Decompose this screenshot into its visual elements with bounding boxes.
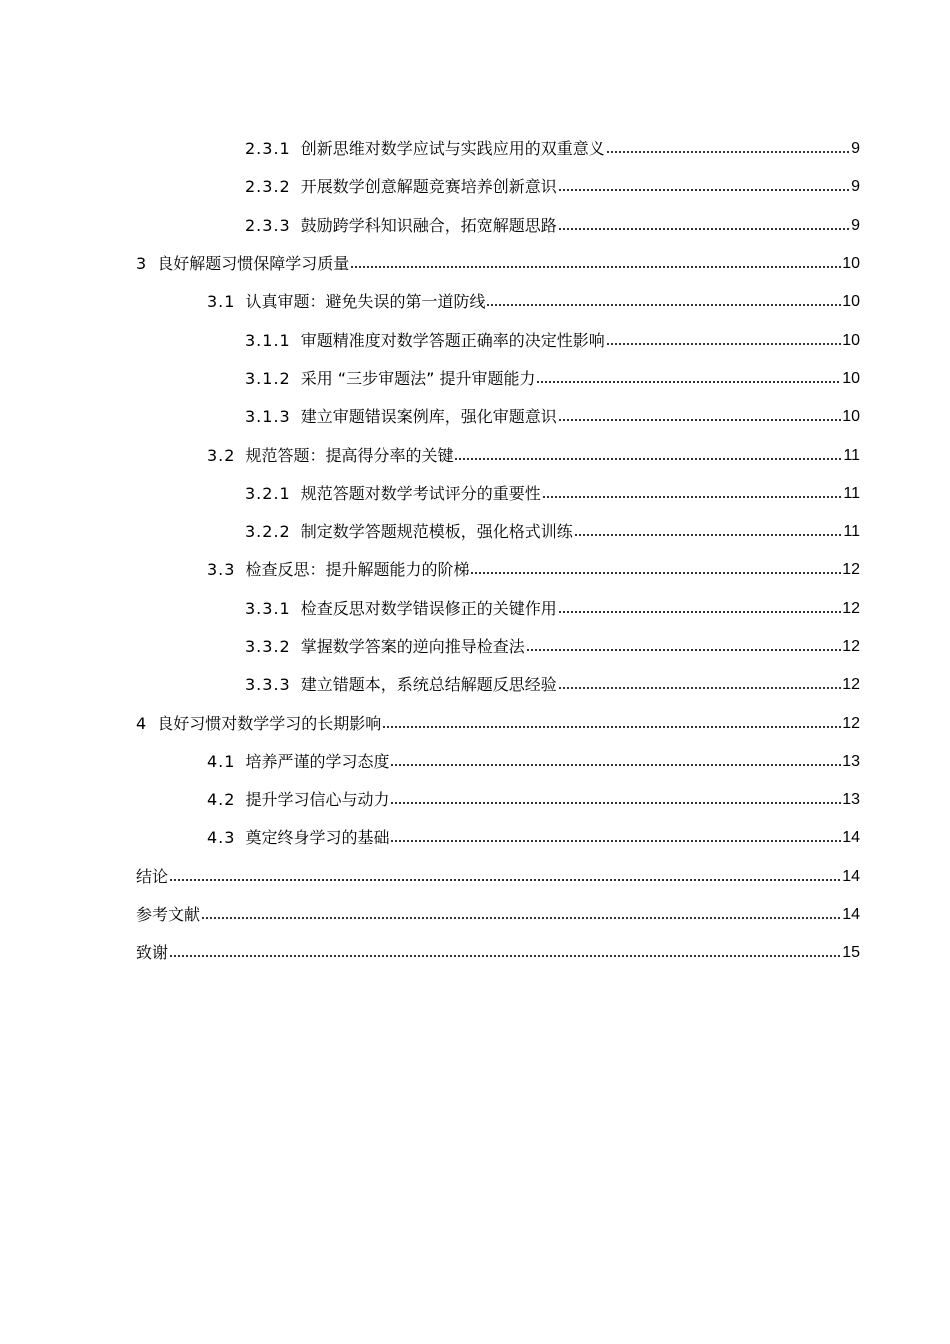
toc-entry-page: 9 — [851, 178, 860, 196]
toc-entry-page: 10 — [842, 331, 860, 349]
toc-entry-page: 10 — [842, 408, 860, 426]
toc-entry[interactable] — [0, 207, 950, 245]
toc-entry-title: 创新思维对数学应试与实践应用的双重意义 — [300, 139, 605, 159]
toc-entry-page: 13 — [842, 752, 860, 770]
toc-entry-page: 10 — [842, 369, 860, 387]
dot-leader — [606, 139, 850, 159]
toc-entry-title: 掌握数学答案的逆向推导检查法 — [300, 637, 525, 656]
toc-entry[interactable] — [0, 130, 950, 168]
toc-entry-page: 12 — [842, 676, 860, 694]
toc-entry-number: 2.3.2 — [245, 177, 291, 197]
toc-entry[interactable] — [0, 398, 950, 436]
toc-entry-title: 采用 “三步审题法” 提升审题能力 — [300, 368, 536, 388]
toc-entry[interactable] — [0, 590, 950, 628]
dot-leader — [454, 446, 842, 466]
dot-leader — [470, 560, 841, 580]
toc-entry[interactable] — [0, 781, 950, 819]
dot-leader — [574, 522, 843, 542]
toc-entry-number: 3.2.2 — [245, 522, 291, 542]
toc-entry[interactable] — [0, 321, 950, 359]
toc-entry-number: 3.1.2 — [245, 368, 291, 388]
toc-entry-page: 14 — [842, 906, 860, 924]
toc-entry-number: 2.3.3 — [245, 215, 291, 235]
toc-entry-page: 11 — [843, 446, 860, 464]
toc-entry-title: 建立错题本，系统总结解题反思经验 — [300, 675, 557, 695]
toc-entry-title: 审题精准度对数学答题正确率的决定性影响 — [300, 330, 605, 350]
toc-entry-title: 认真审题：避免失误的第一道防线 — [245, 292, 486, 312]
toc-entry-number: 3.3.2 — [245, 637, 291, 656]
dot-leader — [390, 828, 841, 848]
toc-entry-page: 11 — [843, 484, 860, 502]
toc-entry-title: 鼓励跨学科知识融合，拓宽解题思路 — [300, 215, 557, 235]
dot-leader — [558, 675, 841, 695]
toc-entry-title: 规范答题：提高得分率的关键 — [245, 445, 454, 465]
toc-entry-title: 制定数学答题规范模板，强化格式训练 — [300, 522, 573, 542]
toc-entry[interactable] — [0, 436, 950, 474]
toc-entry-page: 14 — [842, 829, 860, 847]
toc-entry-title: 培养严谨的学习态度 — [245, 751, 390, 771]
dot-leader — [526, 637, 841, 657]
dot-leader — [390, 790, 841, 810]
dot-leader — [350, 254, 841, 274]
toc-entry-title: 致谢 — [136, 943, 169, 963]
toc-entry-number: 3 — [136, 254, 148, 274]
toc-entry-title: 检查反思对数学错误修正的关键作用 — [300, 598, 557, 618]
toc-entry-number: 3.2 — [207, 445, 236, 465]
toc-entry-page: 15 — [842, 944, 860, 962]
dot-leader — [382, 714, 841, 734]
toc-entry-page: 14 — [842, 867, 860, 885]
toc-entry-page: 12 — [842, 638, 860, 655]
table-of-contents — [0, 130, 950, 973]
toc-entry-title: 参考文献 — [136, 905, 201, 925]
dot-leader — [201, 905, 841, 925]
toc-entry-title: 结论 — [136, 866, 169, 886]
toc-entry-page: 12 — [842, 599, 860, 617]
toc-entry-number: 4.1 — [207, 751, 236, 771]
toc-entry[interactable] — [0, 896, 950, 934]
toc-entry-title: 提升学习信心与动力 — [245, 790, 390, 810]
toc-entry-number: 3.1 — [207, 292, 236, 312]
dot-leader — [169, 867, 841, 887]
toc-entry[interactable] — [0, 475, 950, 513]
toc-entry-page: 9 — [851, 216, 860, 234]
toc-entry-page: 13 — [842, 791, 860, 809]
dot-leader — [558, 407, 841, 427]
dot-leader — [542, 484, 843, 504]
toc-entry-number: 4.3 — [207, 828, 236, 848]
toc-entry-page: 11 — [843, 523, 860, 541]
toc-entry-page: 10 — [842, 293, 860, 311]
dot-leader — [390, 752, 841, 772]
toc-entry-title: 良好解题习惯保障学习质量 — [157, 254, 350, 274]
dot-leader — [558, 599, 841, 619]
toc-entry[interactable] — [0, 283, 950, 321]
toc-entry-number: 3.3 — [207, 560, 236, 580]
toc-entry-number: 3.2.1 — [245, 483, 291, 503]
dot-leader — [558, 177, 850, 197]
dot-leader — [536, 369, 841, 389]
toc-entry-number: 2.3.1 — [245, 139, 291, 159]
toc-entry-title: 检查反思：提升解题能力的阶梯 — [245, 560, 470, 580]
toc-entry-page: 10 — [842, 255, 860, 273]
toc-entry-number: 4 — [136, 713, 148, 733]
toc-entry[interactable] — [0, 743, 950, 781]
toc-entry[interactable] — [0, 628, 950, 666]
toc-entry[interactable] — [0, 934, 950, 972]
toc-entry-page: 12 — [842, 714, 860, 732]
toc-entry-title: 良好习惯对数学学习的长期影响 — [157, 713, 382, 733]
toc-entry-page: 12 — [842, 561, 860, 579]
toc-entry[interactable] — [0, 704, 950, 742]
toc-entry-number: 3.1.1 — [245, 330, 291, 350]
toc-entry[interactable] — [0, 513, 950, 551]
toc-entry-title: 奠定终身学习的基础 — [245, 828, 390, 848]
dot-leader — [606, 331, 841, 351]
toc-entry-number: 3.3.3 — [245, 675, 291, 695]
dot-leader — [486, 292, 841, 312]
toc-entry-title: 建立审题错误案例库，强化审题意识 — [300, 407, 557, 427]
toc-entry[interactable] — [0, 666, 950, 704]
toc-entry[interactable] — [0, 819, 950, 857]
toc-entry-title: 规范答题对数学考试评分的重要性 — [300, 483, 541, 503]
toc-entry-number: 4.2 — [207, 790, 236, 810]
toc-entry-number: 3.3.1 — [245, 598, 291, 618]
dot-leader — [558, 216, 850, 236]
dot-leader — [169, 943, 841, 963]
toc-entry-number: 3.1.3 — [245, 407, 291, 427]
toc-entry[interactable] — [0, 168, 950, 206]
toc-entry[interactable] — [0, 360, 950, 398]
toc-entry[interactable] — [0, 858, 950, 896]
toc-entry[interactable] — [0, 245, 950, 283]
toc-entry[interactable] — [0, 551, 950, 589]
toc-entry-page: 9 — [851, 140, 860, 158]
toc-entry-title: 开展数学创意解题竞赛培养创新意识 — [300, 177, 557, 197]
